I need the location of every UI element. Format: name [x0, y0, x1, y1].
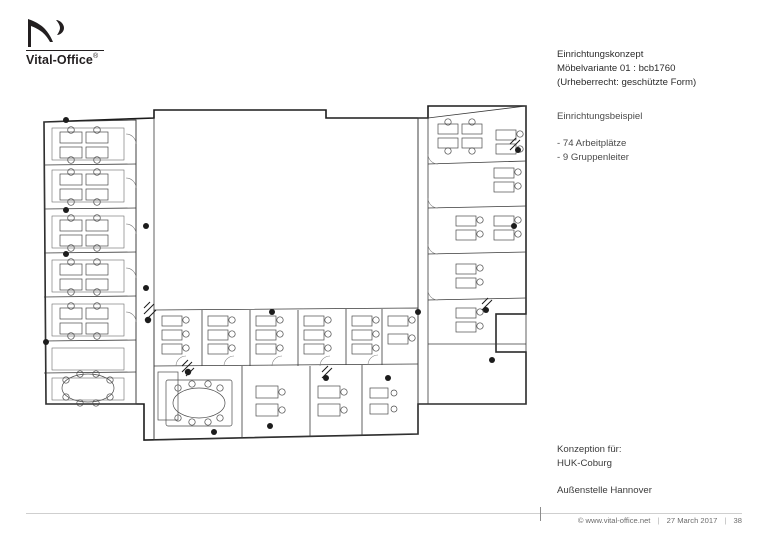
concept-info [557, 48, 757, 165]
footer-separator-1: | [657, 516, 660, 525]
logo-wordmark-text: Vital-Office [26, 53, 93, 67]
client-label: Konzeption für: [557, 444, 622, 455]
example-bullets [557, 137, 757, 165]
concept-line-2: Möbelvariante 01 : bcb1760 [557, 63, 676, 75]
page-footer [0, 513, 768, 529]
logo-divider [26, 50, 104, 51]
logo [26, 18, 146, 67]
concept-title-block [557, 48, 757, 91]
example-bullet-workstations: - 74 Arbeitplätze [557, 137, 627, 149]
footer-tick-mark [540, 507, 541, 521]
footer-page-number: 38 [733, 516, 742, 525]
example-bullet-group-leaders: - 9 Gruppenleiter [557, 152, 629, 164]
footer-separator-2: | [724, 516, 727, 525]
footer-copyright: © www.vital-office.net [577, 516, 651, 525]
office-floor-plan [26, 104, 546, 449]
client-branch: Außenstelle Hannover [557, 484, 652, 496]
client-info [557, 443, 757, 498]
concept-line-3: (Urheberrecht: geschützte Form) [557, 77, 697, 89]
vital-office-logo-icon [26, 18, 70, 48]
footer-divider [26, 513, 742, 514]
example-heading: Einrichtungsbeispiel [557, 110, 643, 122]
footer-meta [578, 516, 742, 525]
logo-wordmark [26, 53, 146, 67]
client-name: HUK-Coburg [557, 458, 612, 470]
footer-date: 27 March 2017 [666, 516, 718, 525]
logo-registered-mark: ® [92, 53, 99, 60]
concept-line-1: Einrichtungskonzept [557, 49, 644, 60]
